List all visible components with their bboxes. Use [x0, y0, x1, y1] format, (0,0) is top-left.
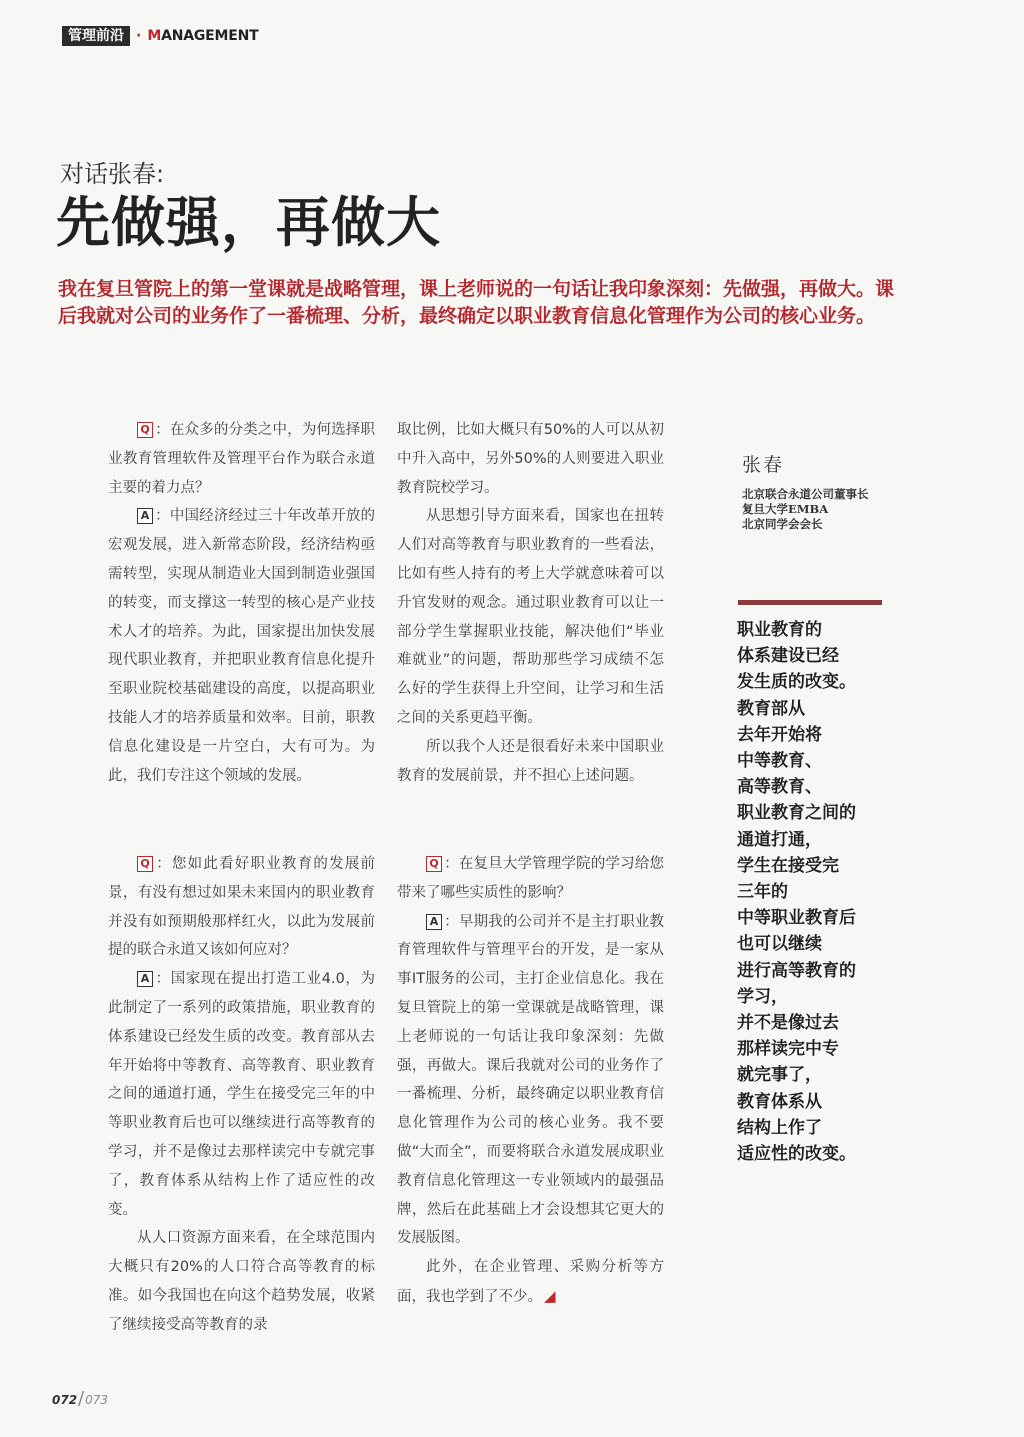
section-label-en — [147, 28, 258, 44]
body-paragraph: 取比例，比如大概只有50%的人可以从初中升入高中，另外50%的人则要进入职业教育院校学习。 — [397, 422, 664, 496]
closing-text: 此外，在企业管理、采购分析等方面，我也学到了不少。 — [397, 1259, 664, 1305]
lead-paragraph: 我在复旦管院上的第一堂课就是战略管理，课上老师说的一句话让我印象深刻：先做强，再做大。课后我就对公司的业务作了一番梳理、分析，最终确定以职业教育信息化管理作为公司的核心业务。 — [58, 278, 895, 327]
pullquote-line: 发生质的改变。 — [737, 672, 856, 693]
answer-1 — [108, 502, 375, 790]
question-mark-icon: Q — [137, 422, 153, 438]
pullquote-line: 进行高等教育的 — [737, 960, 856, 981]
answer-3-text: ：早期我的公司并不是主打职业教育管理软件与管理平台的开发，是一家从事IT服务的公司，主打企业信息化。我在复旦管院上的第一堂课就是战略管理，课上老师说的一句话让我印象深刻：先做强，再做大。课后我就对公司的业务作了一番梳理、分析，最终确定以职业教育信息化管理作为公司的核心业务。我不要做“大而全”，而要将联合永道发展成职业教育信息化管理这一专业领域内的最强品牌，然后在此基础上才会设想其它更大的发展版图。 — [397, 913, 664, 1247]
section-label-en-initial: M — [147, 28, 162, 44]
pullquote — [737, 617, 856, 1167]
question-mark-icon: Q — [137, 856, 153, 872]
section-separator: · — [136, 28, 142, 44]
pullquote-line: 三年的 — [737, 882, 788, 903]
pullquote-line: 结构上作了 — [737, 1117, 822, 1138]
question-3 — [397, 850, 664, 908]
column-1-top — [108, 416, 375, 790]
question-2-text: ：您如此看好职业教育的发展前景，有没有想过如果未来国内的职业教育并没有如预期般那样红火，以此为发展前提的联合永道又该如何应对？ — [108, 856, 375, 959]
pullquote-line: 中等职业教育后 — [737, 908, 856, 929]
section-label-en-rest: ANAGEMENT — [161, 28, 259, 44]
body-paragraph: 所以我个人还是很看好未来中国职业教育的发展前景，并不担心上述问题。 — [397, 738, 664, 784]
profile-box — [742, 450, 869, 532]
pullquote-line: 通道打通， — [737, 829, 822, 850]
profile-title: 复旦大学EMBA — [742, 502, 829, 516]
pullquote-line: 教育体系从 — [737, 1091, 822, 1112]
profile-name: 张春 — [742, 454, 785, 476]
headline: 先做强，再做大 — [56, 191, 441, 254]
pullquote-line: 高等教育、 — [737, 777, 822, 798]
answer-3 — [397, 908, 664, 1254]
profile-title: 北京联合永道公司董事长 — [742, 487, 869, 501]
answer-mark-icon: A — [137, 971, 153, 987]
pullquote-line: 就完事了， — [737, 1065, 822, 1086]
body-paragraph: 从思想引导方面来看，国家也在扭转人们对高等教育与职业教育的一些看法，比如有些人持有的考上大学就意味着可以升官发财的观念。通过职业教育可以让一部分学生掌握职业技能，解决他们“毕业难就业”的问题，帮助那些学习成绩不怎么好的学生获得上升空间，让学习和生活之间的关系更趋平衡。 — [397, 508, 664, 726]
pullquote-line: 教育部从 — [737, 698, 805, 719]
pullquote-line: 去年开始将 — [737, 724, 822, 745]
question-2 — [108, 850, 375, 965]
answer-mark-icon: A — [426, 914, 442, 930]
section-tag — [62, 26, 258, 46]
column-2-top — [397, 416, 664, 790]
question-1 — [108, 416, 375, 502]
pullquote-line: 那样读完中专 — [737, 1039, 839, 1060]
pullquote-line: 学生在接受完 — [737, 855, 839, 876]
column-2-bottom — [397, 850, 664, 1312]
column-1-bottom — [108, 850, 375, 1340]
profile-title: 北京同学会会长 — [742, 517, 823, 531]
kicker: 对话张春: — [60, 160, 165, 188]
pullquote-line: 中等教育、 — [737, 751, 822, 772]
pullquote-line: 并不是像过去 — [737, 1013, 839, 1034]
body-paragraph: 从人口资源方面来看，在全球范围内大概只有20%的人口符合高等教育的标准。如今我国也在向这个趋势发展，收紧了继续接受高等教育的录 — [108, 1230, 375, 1333]
end-mark-icon: ◢ — [544, 1286, 556, 1305]
answer-2 — [108, 965, 375, 1224]
question-mark-icon: Q — [426, 856, 442, 872]
section-label-zh: 管理前沿 — [62, 26, 130, 46]
question-3-text: ：在复旦大学管理学院的学习给您带来了哪些实质性的影响？ — [397, 856, 664, 901]
page-number — [52, 1388, 108, 1409]
pullquote-line: 职业教育的 — [737, 620, 822, 640]
answer-mark-icon: A — [137, 508, 153, 524]
pullquote-line: 适应性的改变。 — [737, 1144, 856, 1165]
page-number-current: 072 — [52, 1393, 78, 1407]
answer-2-text: ：国家现在提出打造工业4.0，为此制定了一系列的政策措施，职业教育的体系建设已经发生质的改变。教育部从去年开始将中等教育、高等教育、职业教育之间的通道打通，学生在接受完三年的中等职业教育后也可以继续进行高等教育的学习，并不是像过去那样读完中专就完事了，教育体系从结构上作了适应性的改变。 — [108, 971, 375, 1218]
page-number-next: 073 — [85, 1393, 109, 1407]
pullquote-line: 学习， — [737, 986, 788, 1007]
pullquote-rule — [738, 600, 882, 605]
question-1-text: ：在众多的分类之中，为何选择职业教育管理软件及管理平台作为联合永道主要的着力点？ — [108, 422, 375, 496]
pullquote-line: 也可以继续 — [737, 934, 822, 955]
closing-paragraph — [397, 1253, 664, 1312]
page-number-divider: / — [78, 1388, 85, 1409]
answer-1-text: ：中国经济经过三十年改革开放的宏观发展，进入新常态阶段，经济结构亟需转型，实现从制造业大国到制造业强国的转变，而支撑这一转型的核心是产业技术人才的培养。为此，国家提出加快发展现代职业教育，并把职业教育信息化提升至职业院校基础建设的高度，以提高职业技能人才的培养质量和效率。目前，职教信息化建设是一片空白，大有可为。为此，我们专注这个领域的发展。 — [108, 508, 375, 784]
pullquote-line: 体系建设已经 — [737, 646, 839, 667]
pullquote-line: 职业教育之间的 — [737, 803, 856, 824]
